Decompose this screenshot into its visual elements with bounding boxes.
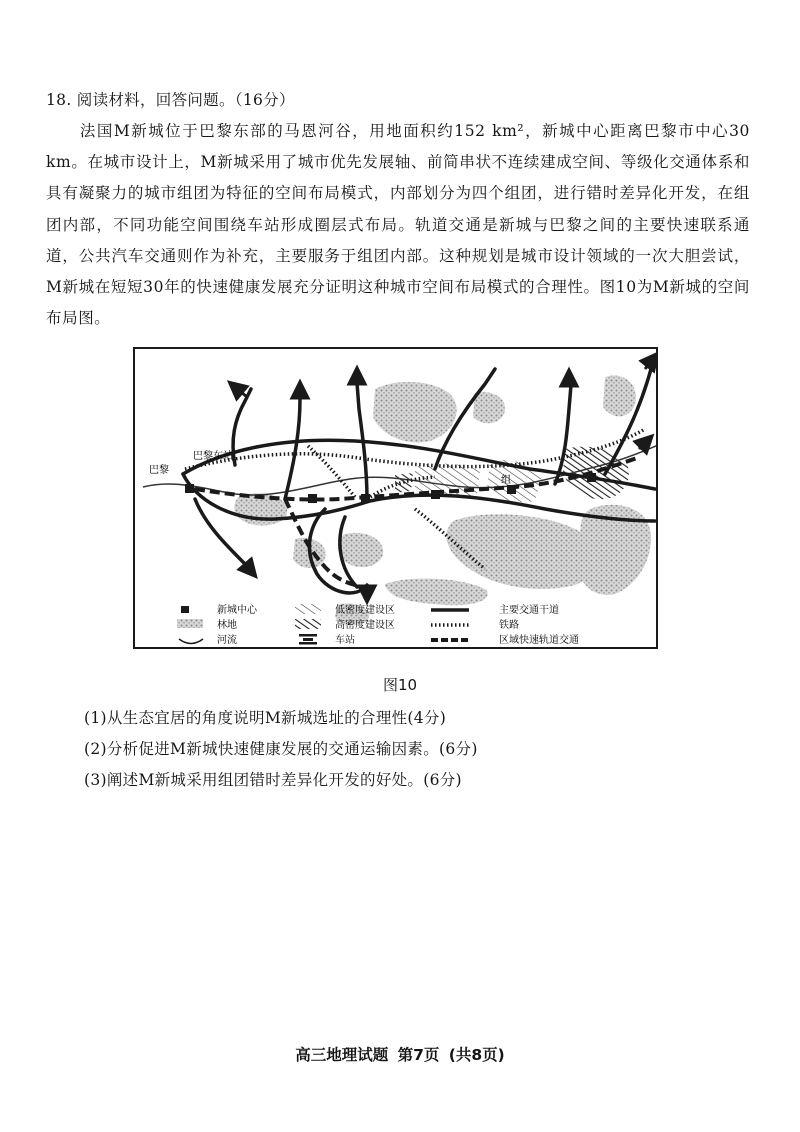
label-paris: 巴黎 bbox=[149, 465, 169, 476]
map-svg bbox=[135, 349, 658, 649]
legend-river-symbol bbox=[179, 639, 203, 644]
question-title: 18. 阅读材料，回答问题。（16分） bbox=[46, 91, 295, 109]
sub-question-1: (1)从生态宜居的角度说明M新城选址的合理性(4分) bbox=[84, 709, 447, 727]
legend-station: 车站 bbox=[335, 635, 355, 646]
legend-new-city-center: 新城中心 bbox=[217, 605, 257, 616]
legend-river: 河流 bbox=[217, 635, 237, 646]
forest-areas bbox=[234, 376, 651, 626]
label-paris-east-station: 巴黎东站 bbox=[193, 451, 233, 462]
legend-forest-symbol bbox=[177, 619, 203, 628]
page-footer: 高三地理试题 第7页 (共8页) bbox=[295, 1046, 505, 1064]
legend-low-density-symbol bbox=[295, 604, 321, 614]
legend-low-density: 低密度建设区 bbox=[335, 605, 395, 616]
legend-high-density: 高密度建设区 bbox=[335, 620, 395, 631]
legend-high-density-symbol bbox=[295, 619, 321, 629]
material-text: 法国M新城位于巴黎东部的马恩河谷，用地面积约152 km²，新城中心距离巴黎市中心30 km。在城市设计上，M新城采用了城市优先发展轴、前简串状不连续建成空间、等级化交通体系和具有凝聚力的城市组团为特征的空间布局模式，内部划分为四个组团，进行错时差异化开发，在组团内部，不同功能空间围绕车站形成圈层式布局。轨道交通是新城与巴黎之间的主要快速联系通道，公共汽车交通则作为补充，主要服务于组团内部。这种规划是城市设计领域的一次大胆尝试，M新城在短短30年的快速健康发展充分证明这种城市空间布局模式的合理性。图10为M新城的空间布局图。 bbox=[46, 122, 750, 328]
sub-question-3: (3)阐述M新城采用组团错时差异化开发的好处。(6分) bbox=[84, 771, 462, 789]
legend-regional-rail: 区域快速轨道交通 bbox=[499, 635, 579, 646]
label-cluster: 组 bbox=[501, 475, 511, 486]
sub-question-2: (2)分析促进M新城快速健康发展的交通运输因素。(6分) bbox=[84, 740, 478, 758]
figure-caption: 图10 bbox=[382, 676, 418, 694]
question-material bbox=[46, 116, 750, 334]
legend-forest: 林地 bbox=[217, 620, 237, 631]
legend-railway: 铁路 bbox=[499, 620, 519, 631]
city-layout-map bbox=[133, 347, 658, 649]
map-legend bbox=[177, 603, 579, 646]
legend-new-city-center-symbol bbox=[181, 606, 189, 613]
legend-station-symbol bbox=[299, 634, 317, 645]
legend-main-road: 主要交通干道 bbox=[499, 605, 559, 616]
